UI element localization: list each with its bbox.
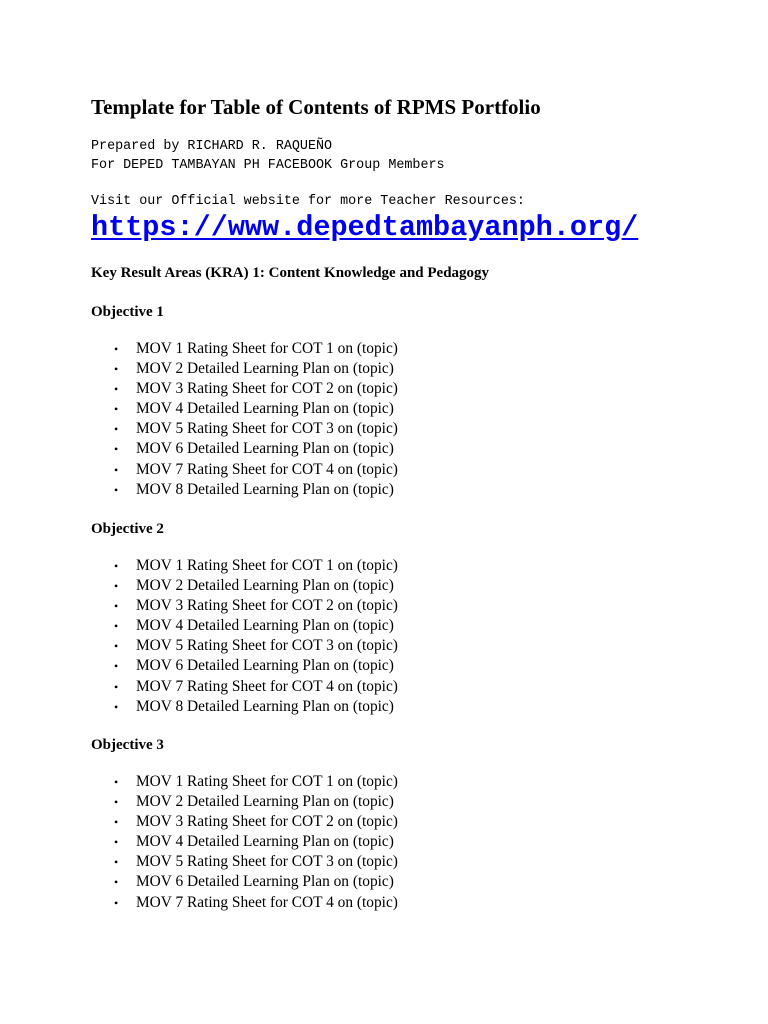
bullet-icon: • <box>114 599 119 614</box>
bullet-icon: • <box>114 462 119 477</box>
bullet-icon: • <box>114 559 119 573</box>
bullet-icon: • <box>114 699 119 714</box>
objective-2-heading: Objective 2 <box>91 521 164 537</box>
visit-website-line: Visit our Official website for more Teacher Resources: <box>91 194 525 209</box>
list-item <box>0 379 398 399</box>
list-item <box>0 893 398 913</box>
mov-label: MOV 1 Rating Sheet for COT 1 on (topic) <box>136 773 398 790</box>
list-item <box>0 359 398 379</box>
objective-2-mov-list <box>0 556 398 717</box>
mov-label: MOV 2 Detailed Learning Plan on (topic) <box>136 360 394 378</box>
list-item <box>0 439 398 459</box>
list-item <box>0 596 398 616</box>
bullet-icon: • <box>114 342 119 356</box>
list-item <box>0 576 398 596</box>
list-item <box>0 792 398 812</box>
mov-label: MOV 5 Rating Sheet for COT 3 on (topic) <box>136 853 398 871</box>
bullet-icon: • <box>114 895 119 910</box>
list-item <box>0 697 398 717</box>
list-item <box>0 556 398 576</box>
mov-label: MOV 6 Detailed Learning Plan on (topic) <box>136 657 394 675</box>
mov-label: MOV 5 Rating Sheet for COT 3 on (topic) <box>136 637 398 655</box>
mov-label: MOV 3 Rating Sheet for COT 2 on (topic) <box>136 813 398 831</box>
mov-label: MOV 7 Rating Sheet for COT 4 on (topic) <box>136 460 398 478</box>
bullet-icon: • <box>114 579 119 594</box>
mov-label: MOV 4 Detailed Learning Plan on (topic) <box>136 617 394 635</box>
mov-label: MOV 6 Detailed Learning Plan on (topic) <box>136 873 394 891</box>
mov-label: MOV 7 Rating Sheet for COT 4 on (topic) <box>136 677 398 695</box>
objective-3-mov-list <box>0 772 398 913</box>
bullet-icon: • <box>114 659 119 674</box>
list-item <box>0 419 398 439</box>
mov-label: MOV 2 Detailed Learning Plan on (topic) <box>136 577 394 595</box>
bullet-icon: • <box>114 639 119 654</box>
mov-label: MOV 6 Detailed Learning Plan on (topic) <box>136 440 394 458</box>
mov-label: MOV 5 Rating Sheet for COT 3 on (topic) <box>136 420 398 438</box>
list-item <box>0 832 398 852</box>
mov-label: MOV 1 Rating Sheet for COT 1 on (topic) <box>136 557 398 574</box>
list-item <box>0 480 398 500</box>
list-item <box>0 636 398 656</box>
website-link[interactable]: https://www.depedtambayanph.org/ <box>91 211 639 244</box>
mov-label: MOV 3 Rating Sheet for COT 2 on (topic) <box>136 380 398 398</box>
objective-1-mov-list <box>0 339 398 500</box>
audience-line: For DEPED TAMBAYAN PH FACEBOOK Group Members <box>91 158 445 173</box>
bullet-icon: • <box>114 402 119 417</box>
list-item <box>0 656 398 676</box>
objective-1-heading: Objective 1 <box>91 304 164 320</box>
bullet-icon: • <box>114 875 119 890</box>
kra-heading: Key Result Areas (KRA) 1: Content Knowledge and Pedagogy <box>91 265 490 281</box>
list-item <box>0 460 398 480</box>
bullet-icon: • <box>114 362 119 377</box>
bullet-icon: • <box>114 815 119 830</box>
list-item <box>0 616 398 636</box>
bullet-icon: • <box>114 619 119 634</box>
mov-label: MOV 8 Detailed Learning Plan on (topic) <box>136 480 394 498</box>
mov-label: MOV 4 Detailed Learning Plan on (topic) <box>136 400 394 418</box>
list-item <box>0 677 398 697</box>
bullet-icon: • <box>114 679 119 694</box>
list-item <box>0 339 398 359</box>
list-item <box>0 852 398 872</box>
prepared-by-line: Prepared by RICHARD R. RAQUEÑO <box>91 139 333 154</box>
bullet-icon: • <box>114 795 119 810</box>
mov-label: MOV 2 Detailed Learning Plan on (topic) <box>136 793 394 811</box>
bullet-icon: • <box>114 382 119 397</box>
mov-label: MOV 4 Detailed Learning Plan on (topic) <box>136 833 394 851</box>
list-item <box>0 772 398 792</box>
bullet-icon: • <box>114 855 119 870</box>
list-item <box>0 399 398 419</box>
list-item <box>0 812 398 832</box>
objective-3-heading: Objective 3 <box>91 737 164 753</box>
bullet-icon: • <box>114 482 119 497</box>
mov-label: MOV 8 Detailed Learning Plan on (topic) <box>136 697 394 715</box>
list-item <box>0 872 398 892</box>
mov-label: MOV 1 Rating Sheet for COT 1 on (topic) <box>136 340 398 357</box>
bullet-icon: • <box>114 422 119 437</box>
document-title: Template for Table of Contents of RPMS Portfolio <box>91 95 541 119</box>
mov-label: MOV 3 Rating Sheet for COT 2 on (topic) <box>136 597 398 615</box>
bullet-icon: • <box>114 835 119 850</box>
bullet-icon: • <box>114 442 119 457</box>
mov-label: MOV 7 Rating Sheet for COT 4 on (topic) <box>136 893 398 911</box>
bullet-icon: • <box>114 775 119 789</box>
